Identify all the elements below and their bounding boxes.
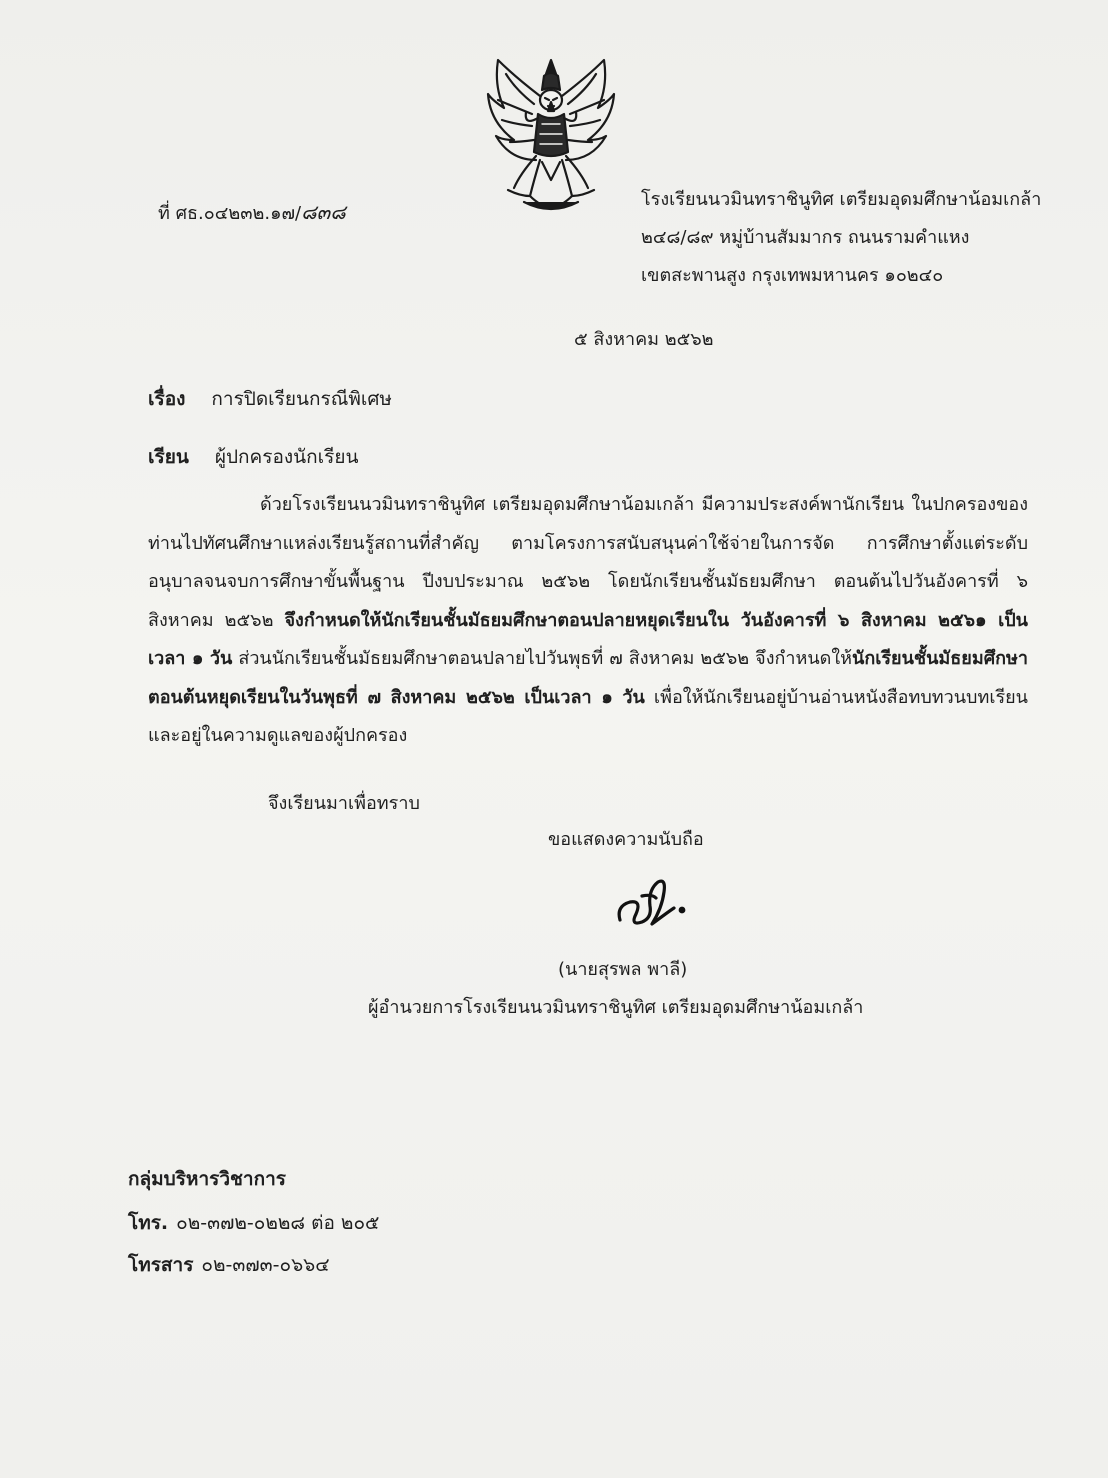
- salutation-line: [148, 442, 358, 472]
- address-line-school: โรงเรียนนวมินทราชินูทิศ เตรียมอุดมศึกษาน้อมเกล้า: [641, 189, 1042, 210]
- signature-icon: [612, 868, 692, 938]
- body-text-part-2: ส่วนนักเรียนชั้นมัธยมศึกษาตอนปลายไปวันพุธที่ ๗ สิงหาคม ๒๕๖๒ จึงกำหนดให้: [232, 648, 853, 669]
- garuda-emblem-icon: [484, 56, 618, 214]
- reference-handwritten-number: ๘๓๘: [301, 200, 346, 224]
- fax-label: โทรสาร: [128, 1254, 194, 1276]
- subject-label: เรื่อง: [148, 388, 186, 410]
- signatory-name: (นายสุรพล พาลี): [558, 959, 688, 980]
- body-text-part-1: ด้วยโรงเรียนนวมินทราชินูทิศ เตรียมอุดมศึกษาน้อมเกล้า มีความประสงค์พานักเรียน ในปกครองของท่านไปทัศนศึกษาแหล่งเรียนรู้สถานที่สำคัญ ตามโครงการสนับสนุนค่าใช้จ่ายในการจัด การศึกษาตั้งแต่ระดับอนุบาลจนจบการศึกษาขั้นพื้นฐาน ปีงบประมาณ ๒๕๖๒ โดยนักเรียนชั้นมัธยมศึกษา ตอนต้นไปวันอังคารที่ ๖ สิงหาคม ๒๕๖๒: [148, 494, 1028, 631]
- body-bold-part-2: นักเรียนชั้นมัธยมศึกษาตอนต้นหยุดเรียนในวันพุธที่ ๗ สิงหาคม ๒๕๖๒ เป็นเวลา ๑ วัน: [148, 648, 1028, 708]
- department-name: กลุ่มบริหารวิชาการ: [128, 1168, 286, 1190]
- salutation-value: ผู้ปกครองนักเรียน: [214, 446, 359, 468]
- salutation-label: เรียน: [148, 446, 189, 468]
- reference-prefix: ที่ ศธ.๐๔๒๓๒.๑๗/: [158, 203, 302, 224]
- telephone-value: ๐๒-๓๗๒-๐๒๒๘ ต่อ ๒๐๕: [176, 1212, 380, 1234]
- body-text-part-3: เพื่อให้นักเรียนอยู่บ้านอ่านหนังสือทบทวนบทเรียนและอยู่ในความดูแลของผู้ปกครอง: [148, 686, 1028, 746]
- fax-line: [128, 1250, 330, 1280]
- telephone-line: [128, 1208, 379, 1238]
- subject-line: [148, 384, 392, 414]
- letter-date: ๕ สิงหาคม ๒๕๖๒: [574, 329, 714, 350]
- body-bold-part-1: จึงกำหนดให้นักเรียนชั้นมัธยมศึกษาตอนปลายหยุดเรียนใน วันอังคารที่ ๖ สิงหาคม ๒๕๖๑ เป็นเวลา ๑ วัน: [148, 609, 1028, 669]
- reference-number: [158, 196, 346, 228]
- letter-body: [148, 486, 1028, 756]
- subject-value: การปิดเรียนกรณีพิเศษ: [211, 388, 392, 410]
- telephone-label: โทร.: [128, 1212, 169, 1234]
- fax-value: ๐๒-๓๗๓-๐๖๖๔: [201, 1254, 330, 1276]
- address-line-street: ๒๔๘/๘๙ หมู่บ้านสัมมากร ถนนรามคำแหง: [641, 227, 970, 248]
- closing-regards: ขอแสดงความนับถือ: [548, 829, 704, 850]
- address-line-city: เขตสะพานสูง กรุงเทพมหานคร ๑๐๒๔๐: [641, 265, 944, 286]
- closing-line: จึงเรียนมาเพื่อทราบ: [268, 793, 420, 814]
- signatory-position: ผู้อำนวยการโรงเรียนนวมินทราชินูทิศ เตรียมอุดมศึกษาน้อมเกล้า: [368, 997, 864, 1018]
